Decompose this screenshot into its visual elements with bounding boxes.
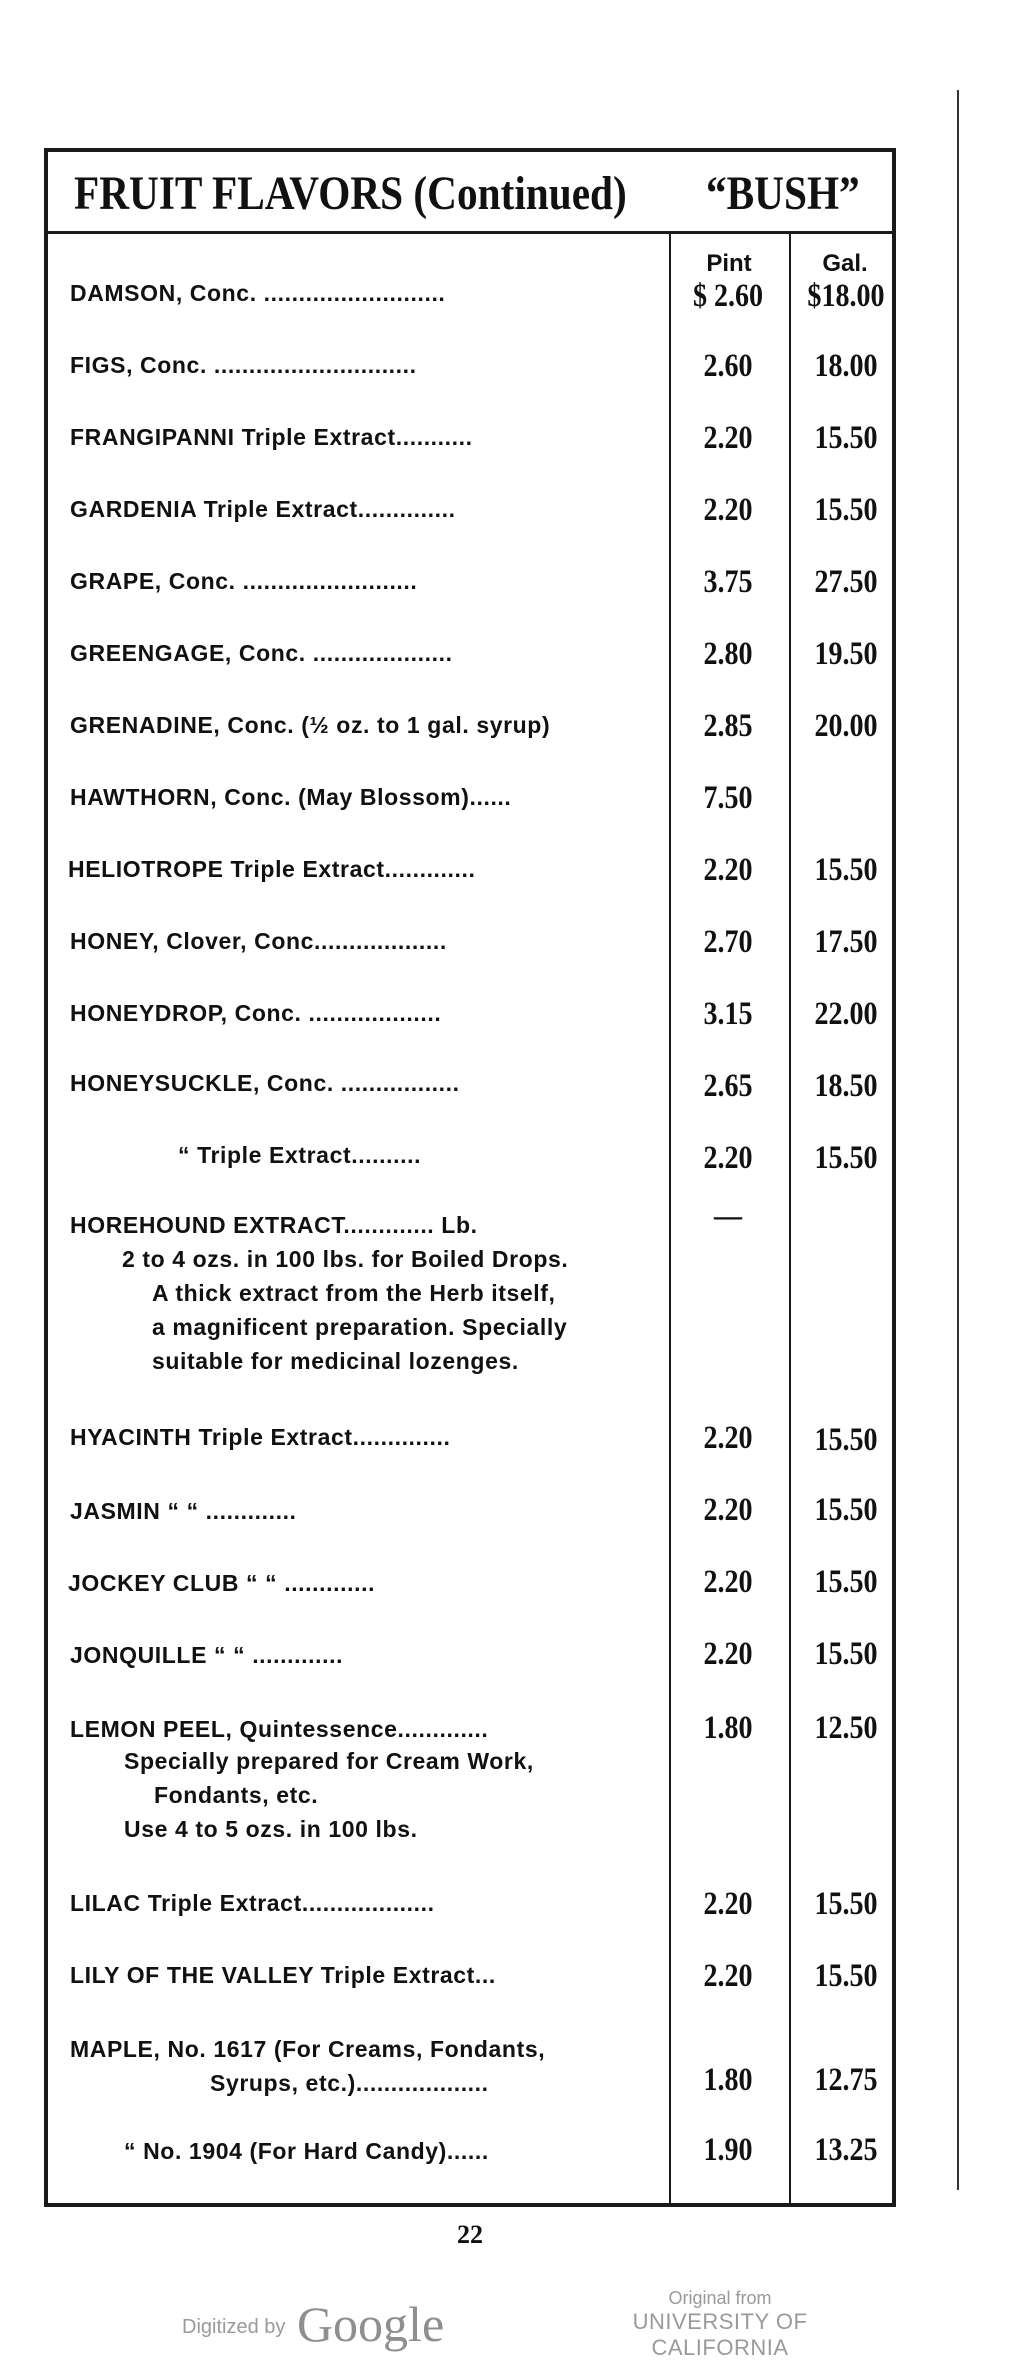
price-pint: 1.80 bbox=[703, 2062, 753, 2098]
price-gal: 20.00 bbox=[814, 708, 878, 744]
item-note: A thick extract from the Herb itself, bbox=[152, 1280, 556, 1306]
column-divider-pint bbox=[669, 234, 671, 2203]
price-gal: 18.50 bbox=[814, 1068, 878, 1104]
price-pint: 3.15 bbox=[703, 996, 753, 1032]
price-pint: 2.65 bbox=[703, 1068, 753, 1104]
price-gal: 17.50 bbox=[814, 924, 878, 960]
digitized-by-google bbox=[182, 2295, 444, 2353]
table-header bbox=[48, 152, 892, 234]
item-name: “ Triple Extract.......... bbox=[178, 1142, 422, 1168]
price-gal: 15.50 bbox=[814, 1492, 878, 1528]
item-name: GREENGAGE, Conc. .................... bbox=[70, 640, 453, 666]
item-name: JOCKEY CLUB “ “ ............. bbox=[68, 1570, 376, 1596]
item-name: HONEY, Clover, Conc................... bbox=[70, 928, 447, 954]
item-name: JASMIN “ “ ............. bbox=[70, 1498, 297, 1524]
price-gal: 15.50 bbox=[814, 492, 878, 528]
item-name: FIGS, Conc. ............................. bbox=[70, 352, 417, 378]
price-gal: 18.00 bbox=[814, 348, 878, 384]
price-gal: 15.50 bbox=[814, 1886, 878, 1922]
original-from-label: Original from bbox=[668, 2288, 772, 2308]
price-pint: 2.60 bbox=[703, 348, 753, 384]
item-name: HONEYDROP, Conc. ................... bbox=[70, 1000, 442, 1026]
item-note: a magnificent preparation. Specially bbox=[152, 1314, 568, 1340]
item-note: suitable for medicinal lozenges. bbox=[152, 1348, 519, 1374]
price-pint: 7.50 bbox=[703, 780, 753, 816]
item-name: HYACINTH Triple Extract.............. bbox=[70, 1424, 451, 1450]
price-pint: 2.80 bbox=[703, 636, 753, 672]
price-pint: 2.20 bbox=[703, 1886, 753, 1922]
page-title: FRUIT FLAVORS (Continued) bbox=[74, 167, 627, 220]
item-name: “ No. 1904 (For Hard Candy)...... bbox=[124, 2138, 489, 2164]
item-name: HAWTHORN, Conc. (May Blossom)...... bbox=[70, 784, 512, 810]
price-gal: 15.50 bbox=[814, 1564, 878, 1600]
price-pint: 2.20 bbox=[703, 492, 753, 528]
price-pint: 2.20 bbox=[703, 1420, 753, 1456]
price-pint: 2.20 bbox=[703, 852, 753, 888]
digitized-by-label: Digitized by bbox=[182, 2316, 286, 2338]
price-gal: 22.00 bbox=[814, 996, 878, 1032]
price-gal: 15.50 bbox=[814, 1140, 878, 1176]
price-gal: 27.50 bbox=[814, 564, 878, 600]
price-pint: 2.70 bbox=[703, 924, 753, 960]
price-pint: 1.80 bbox=[703, 1710, 753, 1746]
price-pint: 2.20 bbox=[703, 1564, 753, 1600]
price-pint: 2.85 bbox=[703, 708, 753, 744]
price-pint: $ 2.60 bbox=[692, 278, 764, 314]
item-note: Fondants, etc. bbox=[154, 1782, 319, 1808]
price-gal: 12.50 bbox=[814, 1710, 878, 1746]
item-note: Specially prepared for Cream Work, bbox=[124, 1748, 534, 1774]
item-name: JONQUILLE “ “ ............. bbox=[70, 1642, 344, 1668]
price-gal: $18.00 bbox=[807, 278, 885, 314]
column-header-gal: Gal. bbox=[822, 250, 868, 277]
column-divider-gal bbox=[789, 234, 791, 2203]
item-name: LILAC Triple Extract................... bbox=[70, 1890, 435, 1916]
brand-name: “BUSH” bbox=[706, 167, 860, 220]
item-note: Use 4 to 5 ozs. in 100 lbs. bbox=[124, 1816, 418, 1842]
column-header-pint: Pint bbox=[706, 250, 752, 277]
item-name: GRENADINE, Conc. (½ oz. to 1 gal. syrup) bbox=[70, 712, 551, 738]
price-pint: 2.20 bbox=[703, 1636, 753, 1672]
price-gal: 15.50 bbox=[814, 852, 878, 888]
item-note: 2 to 4 ozs. in 100 lbs. for Boiled Drops. bbox=[122, 1246, 569, 1272]
price-pint: 2.20 bbox=[703, 1492, 753, 1528]
item-name: HONEYSUCKLE, Conc. ................. bbox=[70, 1070, 460, 1096]
google-logo: Google bbox=[296, 2296, 445, 2352]
item-name: GARDENIA Triple Extract.............. bbox=[70, 496, 456, 522]
item-name: FRANGIPANNI Triple Extract........... bbox=[70, 424, 473, 450]
price-gal: 15.50 bbox=[814, 1636, 878, 1672]
university-name: UNIVERSITY OF CALIFORNIA bbox=[632, 2309, 808, 2360]
price-pint: 1.90 bbox=[703, 2132, 753, 2168]
price-gal: 19.50 bbox=[814, 636, 878, 672]
price-gal: 15.50 bbox=[814, 1422, 878, 1458]
item-name: HELIOTROPE Triple Extract............. bbox=[68, 856, 476, 882]
price-pint: 2.20 bbox=[703, 1958, 753, 1994]
price-pint: 2.20 bbox=[703, 1140, 753, 1176]
original-from bbox=[580, 2288, 860, 2361]
price-gal: 12.75 bbox=[814, 2062, 878, 2098]
price-table bbox=[44, 148, 896, 2207]
page-number: 22 bbox=[457, 2220, 483, 2249]
item-name: LEMON PEEL, Quintessence............. bbox=[70, 1716, 489, 1742]
price-gal: 13.25 bbox=[814, 2132, 878, 2168]
item-name: GRAPE, Conc. ......................... bbox=[70, 568, 418, 594]
item-name: MAPLE, No. 1617 (For Creams, Fondants, bbox=[70, 2036, 546, 2062]
item-name: HOREHOUND EXTRACT............. Lb. bbox=[70, 1212, 478, 1238]
item-name: LILY OF THE VALLEY Triple Extract... bbox=[70, 1962, 496, 1988]
item-name: DAMSON, Conc. .......................... bbox=[70, 280, 446, 306]
page-edge-rule bbox=[957, 90, 959, 2190]
price-pint: 2.20 bbox=[703, 420, 753, 456]
item-note: Syrups, etc.)................... bbox=[210, 2070, 489, 2096]
price-gal: 15.50 bbox=[814, 420, 878, 456]
price-pint: — bbox=[713, 1198, 743, 1234]
price-pint: 3.75 bbox=[703, 564, 753, 600]
price-gal: 15.50 bbox=[814, 1958, 878, 1994]
